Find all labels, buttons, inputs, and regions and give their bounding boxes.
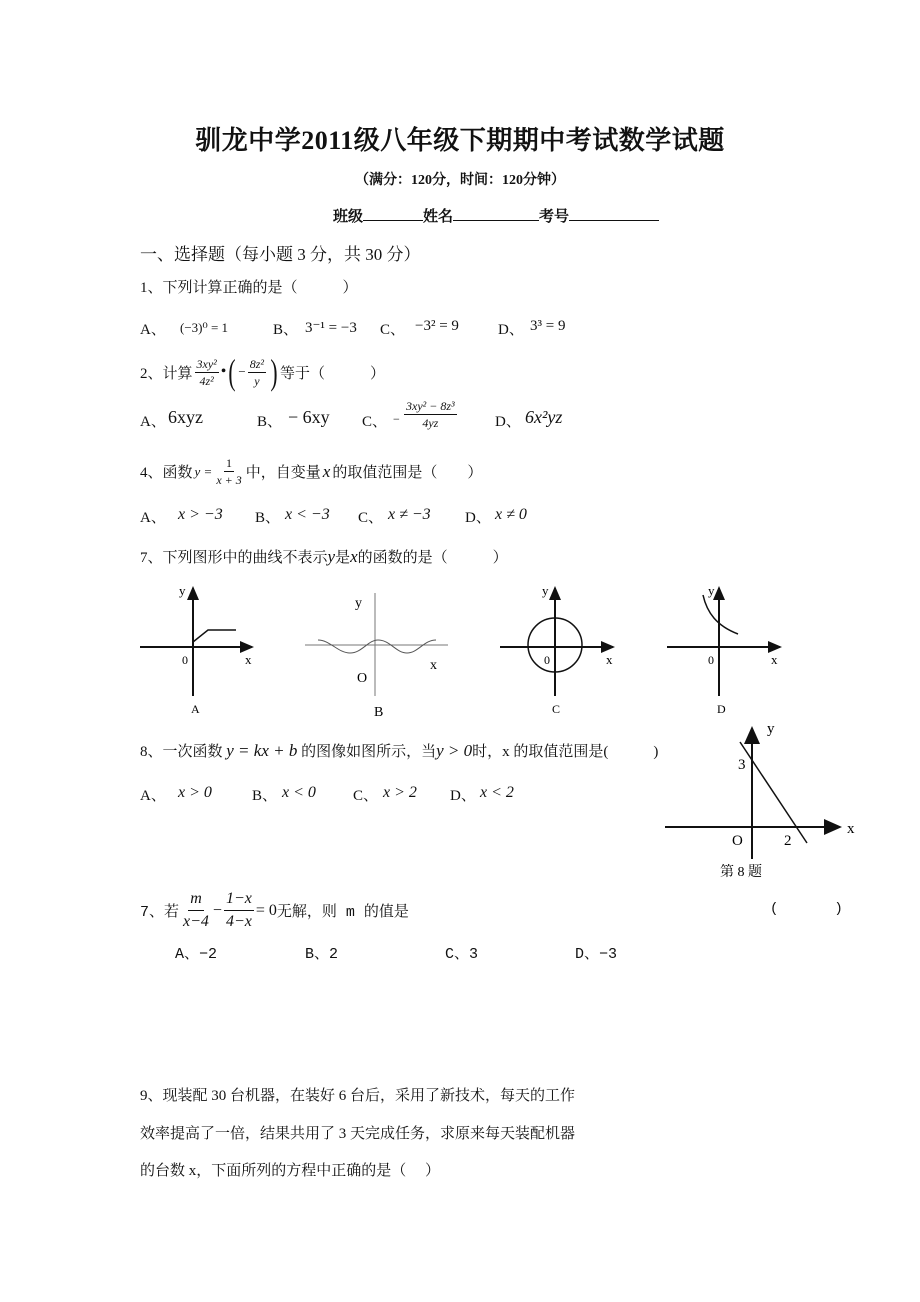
graph-label: D [717,702,726,716]
origin-label: 0 [708,653,714,667]
origin-label: 0 [544,653,550,667]
option-d-label: D、 [498,322,524,338]
answer-bracket: ( ) [770,901,843,917]
y-axis-label: y [708,583,715,598]
graph-label: A [191,702,200,716]
figure-caption: 第 8 题 [720,865,762,880]
question-4-stem: 4、函数 y = $\frac{1}{x + 3}$ 中，自变量 x 的取值范围是（ ） [140,456,483,487]
graph-label: B [374,705,384,720]
y-axis-label: y [767,721,775,737]
graph-b [300,588,450,720]
fraction-1: $\frac{\text{3xy²}}{\text{4z²}}$ [196,356,217,388]
option-a-expr: (−3)⁰ = 1 [180,320,229,335]
question-8-stem: 8、一次函数 y = kx + b 的图像如图所示，当y > 0时，x 的取值范围是( ) [140,741,659,760]
question-2-prefix: 2、计算 [140,365,193,382]
question-8-figure [660,712,865,884]
question-9-line-3: 的台数 x，下面所列的方程中正确的是（ ） [140,1163,441,1179]
x-axis-label: x [606,652,613,667]
option-b-expr: − 6xy [288,407,330,427]
option-b-label: B、 [273,322,299,338]
option-c-expr: −3² = 9 [415,318,459,334]
fraction: $\frac{1}{x + 3}$ [216,456,242,487]
question-2-options: A、 6xyz B、 − 6xy C、 − $\frac{\text{3xy² − 8z³}}{4yz}$ D、 6x²yz [140,399,563,430]
exam-title: 驯龙中学2011级八年级下期期中考试数学试题 [195,126,725,155]
question-1-stem: 1、下列计算正确的是（ ） [140,280,358,296]
y-axis-label: y [542,583,549,598]
option-a-label: A、 [140,322,166,338]
x-intercept-label: 2 [784,833,792,849]
question-8-options: A、 x > 0 B、 x < 0 C、 x > 2 D、 x < 2 [140,784,514,804]
question-7-stem: 7、下列图形中的曲线不表示y是x的函数的是（ ） [140,547,508,566]
question-7b-stem: 7、若 $\frac{m}{x-4}$ − $\frac{1-x}{4-x}$ = 0 无解，则 m 的值是 [140,888,409,933]
student-info-row [333,205,659,226]
question-7b-options: A、−2 B、2 C、3 D、−3 [175,946,618,963]
multiply-dot: • [220,363,227,380]
class-field[interactable] [363,206,423,221]
exam-subtitle: （满分：120分，时间：120分钟） [355,173,565,188]
graph-a [135,578,260,718]
question-9-line-2: 效率提高了一倍，结果共用了 3 天完成任务，求原来每天装配机器 [140,1126,576,1142]
graph-label: C [552,702,561,716]
question-2-suffix: 等于（ ） [280,365,386,382]
fraction-2: $\frac{\text{8z²}}{y}$ [249,356,264,388]
option-c-fraction: $\frac{\text{3xy² − 8z³}}{4yz}$ [406,399,455,430]
option-d-expr: 6x²yz [525,407,563,427]
option-a-expr: 6xyz [168,407,203,427]
question-1-options [140,318,566,339]
question-9-line-1: 9、现装配 30 台机器，在装好 6 台后，采用了新技术，每天的工作 [140,1088,576,1104]
option-d-expr: 3³ = 9 [530,318,566,334]
y-axis-label: y [355,596,362,611]
x-axis-label: x [430,658,437,673]
y-intercept-label: 3 [738,757,746,773]
origin-label: 0 [182,653,188,667]
option-b-label: B、 [257,414,283,430]
exam-number-label: 考号 [539,209,570,225]
graph-c [495,578,620,718]
option-c-label: C、 [380,322,406,338]
option-b-expr: 3⁻¹ = −3 [305,320,357,336]
option-d-label: D、 [495,414,521,430]
fraction-2: $\frac{1-x}{4-x}$ [225,890,252,930]
fraction-1: $\frac{m}{x-4}$ [183,890,209,930]
x-axis-label: x [771,652,778,667]
x-axis-label: x [245,652,252,667]
y-axis-label: y [179,583,186,598]
question-4-options: A、 x > −3 B、 x < −3 C、 x ≠ −3 D、 x ≠ 0 [140,506,527,526]
section-heading: 一、选择题（每小题 3 分，共 30 分） [140,245,421,264]
origin-label: O [357,671,368,686]
name-field[interactable] [453,206,539,221]
origin-label: O [732,833,743,849]
exam-number-field[interactable] [569,206,659,221]
name-label: 姓名 [423,209,454,225]
option-c-label: C、 [362,414,388,430]
option-a-label: A、 [140,414,166,430]
class-label: 班级 [333,209,364,225]
graph-d [662,578,787,718]
question-2-stem: 2、计算 $\frac{\text{3xy²}}{\text{4z²}}$ • ( − $\frac{\text{8z²}}{y}$ ) 等于（ ） [140,352,386,392]
x-axis-label: x [847,821,855,837]
